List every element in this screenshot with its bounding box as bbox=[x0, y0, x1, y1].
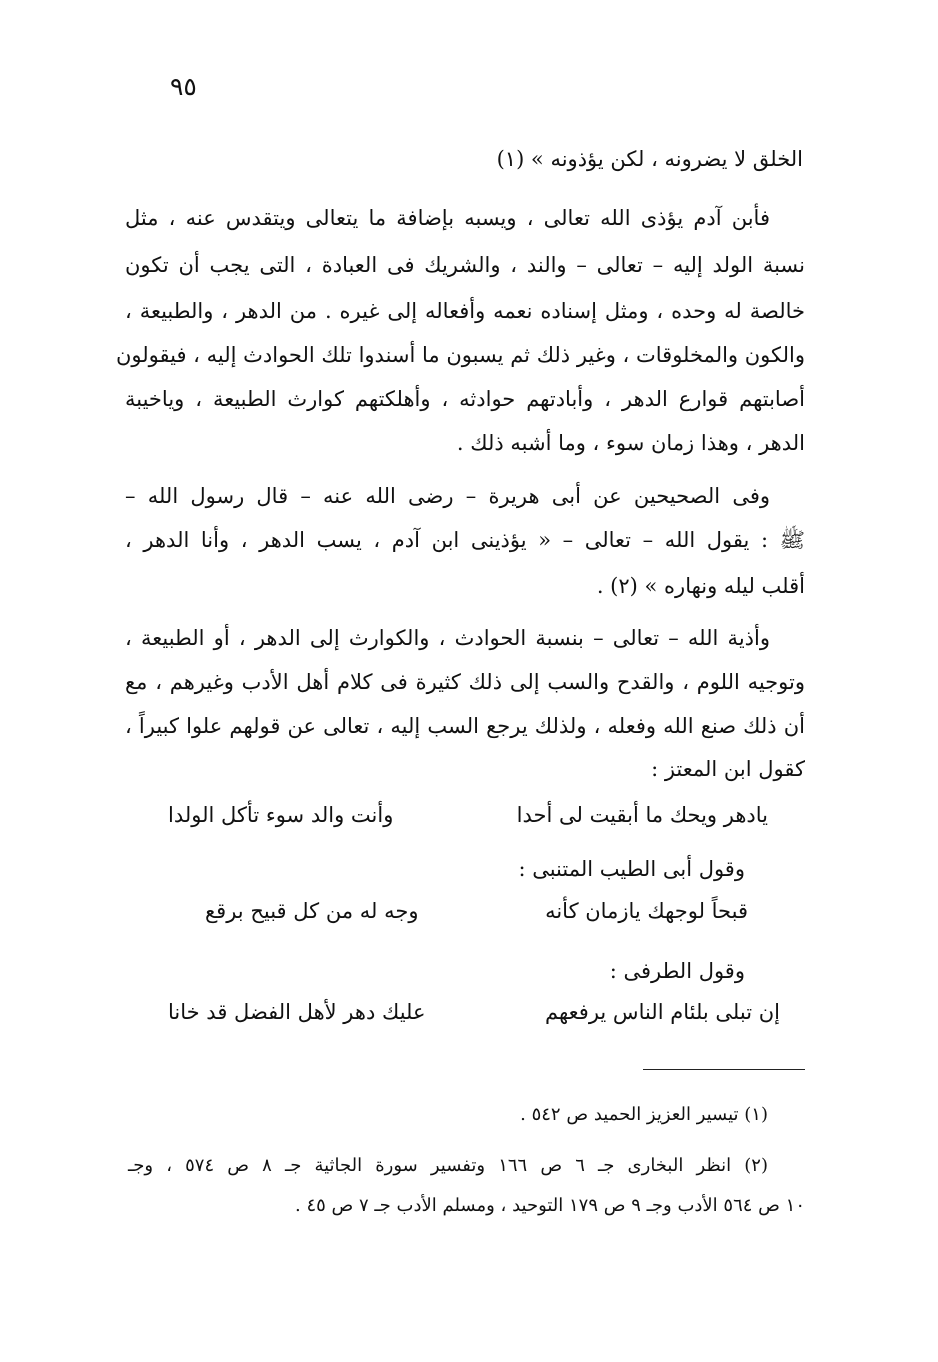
body-line: أقلب ليله ونهاره » (٢) . bbox=[596, 574, 805, 598]
verse-intro: وقول أبى الطيب المتنبى : bbox=[518, 857, 745, 881]
footnote-separator bbox=[643, 1069, 805, 1070]
body-line: نسبة الولد إليه – تعالى – والند ، والشريك فى العبادة ، التى يجب أن تكون bbox=[125, 253, 805, 277]
footnote: (١) تيسير العزيز الحميد ص ٥٤٢ . bbox=[520, 1104, 768, 1125]
verse-second-hemistich: وجه له من كل قبيح برقع bbox=[205, 899, 419, 923]
poem-verse bbox=[0, 996, 938, 1030]
body-line: أصابتهم قوارع الدهر ، وأبادتهم حوادثه ، وأهلكتهم كوارث الطبيعة ، وياخيبة bbox=[125, 387, 805, 411]
poem-verse bbox=[0, 799, 938, 833]
verse-first-hemistich: إن تبلى بلئام الناس يرفعهم bbox=[545, 1000, 780, 1024]
verse-second-hemistich: وأنت والد سوء تأكل الولدا bbox=[168, 803, 394, 827]
body-line: الخلق لا يضرونه ، لكن يؤذونه » (١) bbox=[496, 147, 803, 171]
verse-intro: وقول الطرفى : bbox=[609, 959, 745, 983]
body-line: خالصة له وحده ، ومثل إسناده نعمه وأفعاله إلى غيره . من الدهر ، والطبيعة ، bbox=[125, 299, 805, 323]
body-line: الدهر ، وهذا زمان سوء ، وما أشبه ذلك . bbox=[456, 431, 805, 455]
footnote: ١٠ ص ٥٦٤ الأدب وجـ ٩ ص ١٧٩ التوحيد ، ومسلم الأدب جـ ٧ ص ٤٥ . bbox=[295, 1195, 805, 1216]
body-line: فأبن آدم يؤذى الله تعالى ، ويسبه بإضافة ما يتعالى ويتقدس عنه ، مثل bbox=[125, 206, 770, 230]
footnote: (٢) انظر البخارى جـ ٦ ص ١٦٦ وتفسير سورة الجاثية جـ ٨ ص ٥٧٤ ، وجـ bbox=[128, 1155, 768, 1176]
verse-second-hemistich: عليك دهر لأهل الفضل قد خانا bbox=[168, 1000, 426, 1024]
body-line: وأذية الله – تعالى – بنسبة الحوادث ، والكوارث إلى الدهر ، أو الطبيعة ، bbox=[125, 626, 770, 650]
body-line: كقول ابن المعتز : bbox=[651, 757, 805, 781]
page-number: ٩٥ bbox=[170, 72, 197, 101]
poem-verse bbox=[0, 895, 938, 929]
verse-first-hemistich: قبحاً لوجهك يازمان كأنه bbox=[545, 899, 748, 923]
body-line: وفى الصحيحين عن أبى هريرة – رضى الله عنه – قال رسول الله – bbox=[125, 484, 770, 508]
body-line: ﷺ : يقول الله – تعالى – « يؤذينى ابن آدم ، يسب الدهر ، وأنا الدهر ، bbox=[125, 528, 805, 552]
body-line: والكون والمخلوقات ، وغير ذلك ثم يسبون ما أسندوا تلك الحوادث إليه ، فيقولون bbox=[115, 343, 805, 367]
verse-first-hemistich: يادهر ويحك ما أبقيت لى أحدا bbox=[516, 803, 768, 827]
body-line: أن ذلك صنع الله وفعله ، ولذلك يرجع السب إليه ، تعالى عن قولهم علوا كبيراً ، bbox=[125, 714, 805, 738]
body-line: وتوجيه اللوم ، والقدح والسب إلى ذلك كثيرة فى كلام أهل الأدب وغيرهم ، مع bbox=[125, 670, 805, 694]
